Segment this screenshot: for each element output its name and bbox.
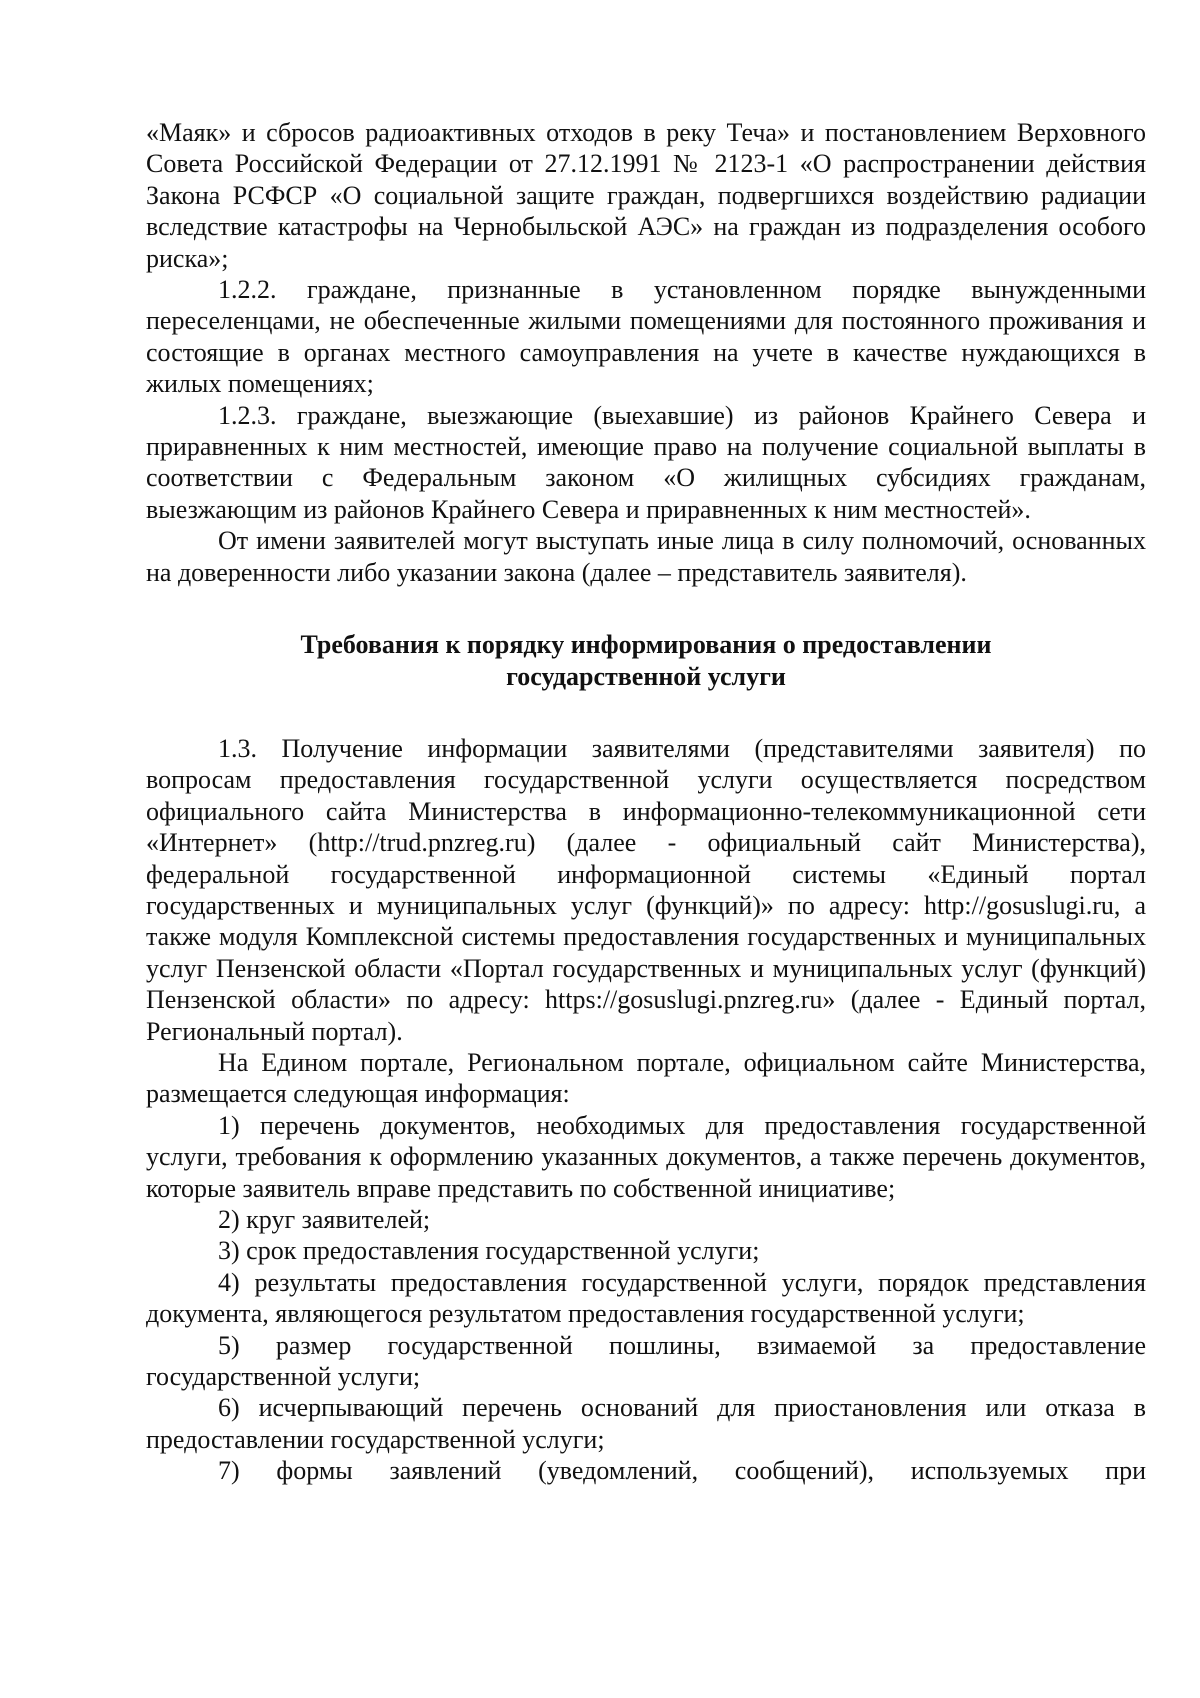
list-item-3: 3) срок предоставления государственной услуги; (218, 1236, 760, 1266)
section-heading-line-2: государственной услуги (506, 661, 786, 691)
list-item-7: 7) формы заявлений (уведомлений, сообщений), используемых при (218, 1456, 1146, 1486)
spacer (146, 692, 1146, 733)
paragraph-1-2-2: 1.2.2. граждане, признанные в установленном порядке вынужденными переселенцами, не обеспеченные жилыми помещениями для постоянного проживания и состоящие в органах местного самоуправления на учете в качестве нуждающихся в жилых помещениях; (146, 275, 1146, 399)
paragraph-1-3: 1.3. Получение информации заявителями (представителями заявителя) по вопросам предоставления государственной услуги осуществляется посредством официального сайта Министерства в информационно-телекоммуникационной сети «Интернет» (http://trud.pnzreg.ru) (далее - официальный сайт Министерства), федеральной государственной информационной системы «Единый портал государственных и муниципальных услуг (функций)» по адресу: http://gosuslugi.ru, а также модуля Комплексной системы предоставления государственных и муниципальных услуг Пензенской области «Портал государственных и муниципальных услуг (функций) Пензенской области» по адресу: https://gosuslugi.pnzreg.ru» (далее - Единый портал, Региональный портал). (146, 733, 1146, 1046)
document-body (146, 117, 1146, 1487)
list-item-5: 5) размер государственной пошлины, взимаемой за предоставление государственной услуги; (146, 1330, 1146, 1392)
paragraph-portal-info: На Едином портале, Региональном портале, официальном сайте Министерства, размещается следующая информация: (146, 1047, 1146, 1109)
list-item-6: 6) исчерпывающий перечень оснований для приостановления или отказа в предоставлении государственной услуги; (146, 1393, 1146, 1454)
spacer (146, 588, 1146, 629)
section-heading-line-1: Требования к порядку информирования о предоставлении (300, 630, 992, 660)
list-item-1: 1) перечень документов, необходимых для предоставления государственной услуги, требования к оформлению указанных документов, а также перечень документов, которые заявитель вправе представить по собственной инициативе; (146, 1110, 1146, 1203)
list-item-2: 2) круг заявителей; (218, 1205, 431, 1234)
paragraph-continuation: «Маяк» и сбросов радиоактивных отходов в реку Теча» и постановлением Верховного Совета Российской Федерации от 27.12.1991 № 2123-1 «О распространении действия Закона РСФСР «О социальной защите граждан, подвергшихся воздействию радиации вследствие катастрофы на Чернобыльской АЭС» на граждан из подразделения особого риска»; (146, 118, 1146, 273)
paragraph-representatives: От имени заявителей могут выступать иные лица в силу полномочий, основанных на доверенности либо указании закона (далее – представитель заявителя). (146, 526, 1146, 587)
paragraph-1-2-3: 1.2.3. граждане, выезжающие (выехавшие) из районов Крайнего Севера и приравненных к ним местностей, имеющие право на получение социальной выплаты в соответствии с Федеральным законом «О жилищных субсидиях гражданам, выезжающим из районов Крайнего Севера и приравненных к ним местностей». (146, 400, 1146, 524)
list-item-4: 4) результаты предоставления государственной услуги, порядок представления документа, являющегося результатом предоставления государственной услуги; (146, 1267, 1146, 1329)
